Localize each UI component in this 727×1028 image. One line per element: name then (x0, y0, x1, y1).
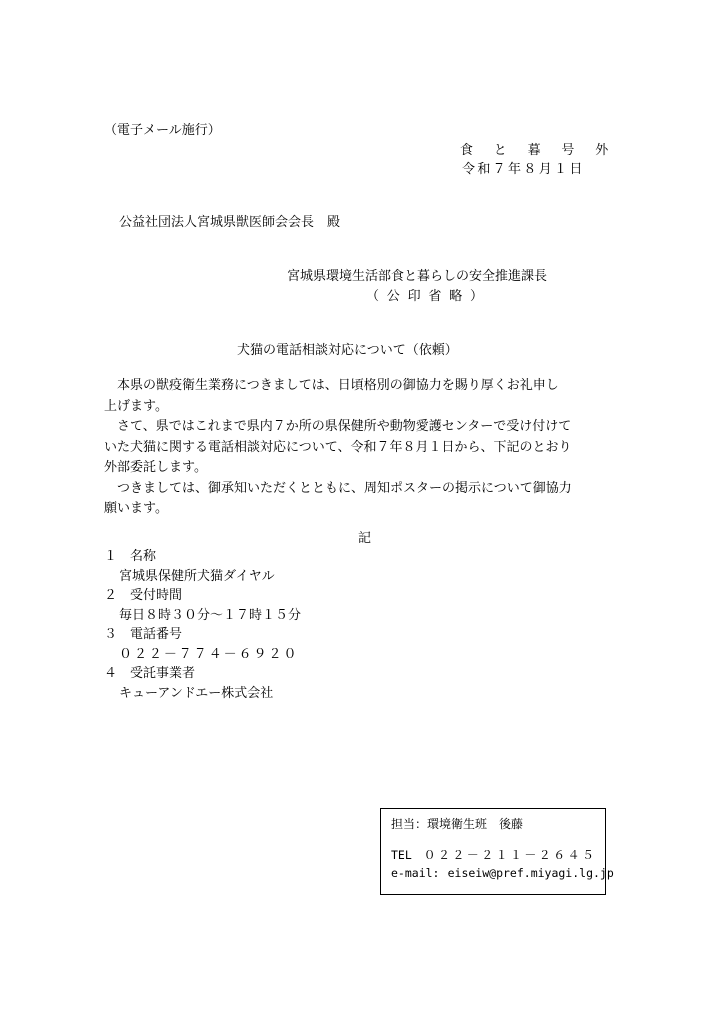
seal-omitted-note: （公印省略） (366, 289, 491, 304)
body-line: 願います。 (104, 501, 168, 516)
document-number: 食と暮号外 (460, 143, 630, 158)
email-label: e-mail: (391, 866, 440, 880)
body-line: 上げます。 (104, 398, 168, 414)
delivery-note: （電子メール施行） (104, 123, 221, 138)
ki-marker: 記 (358, 531, 372, 546)
contact-phone (391, 849, 596, 862)
item-heading: ３ 電話番号 (104, 627, 183, 642)
tel-label: TEL (391, 848, 412, 862)
item-value: 毎日８時３０分〜１７時１５分 (119, 608, 302, 623)
item-heading: １ 名称 (104, 549, 157, 564)
body-text (104, 376, 632, 520)
contact-box (380, 808, 614, 895)
item-value: 宮城県保健所犬猫ダイヤル (119, 569, 275, 584)
body-line: いた犬猫に関する電話相談対応について、令和７年８月１日から、下記のとおり (104, 439, 572, 455)
item-heading: ２ 受付時間 (104, 588, 183, 603)
body-line: さて、県ではこれまで県内７か所の県保健所や動物愛護センターで受け付けて (117, 419, 572, 434)
document-date: 令和７年８月１日 (462, 162, 585, 177)
addressee: 公益社団法人宮城県獣医師会会長 殿 (119, 215, 341, 230)
item-value: キューアンドエー株式会社 (119, 686, 274, 701)
contact-email (391, 867, 614, 880)
contact-person: 担当：環境衛生班 後藤 (391, 817, 524, 831)
body-line: 本県の獣疫衛生業務につきましては、日頃格別の御協力を賜り厚くお礼申し (117, 378, 559, 393)
item-value: ０２２－７７４－６９２０ (119, 647, 299, 662)
body-line: つきましては、御承知いただくとともに、周知ポスターの掲示について御協力 (117, 480, 572, 496)
body-line: 外部委託します。 (104, 460, 207, 475)
item-heading: ４ 受託事業者 (104, 666, 196, 681)
sender-name: 宮城県環境生活部食と暮らしの安全推進課長 (287, 269, 548, 284)
tel-number: ０２２－２１１－２６４５ (423, 848, 597, 862)
document-subject: 犬猫の電話相談対応について（依頼） (237, 343, 458, 358)
email-address: eiseiw@pref.miyagi.lg.jp (447, 866, 614, 880)
